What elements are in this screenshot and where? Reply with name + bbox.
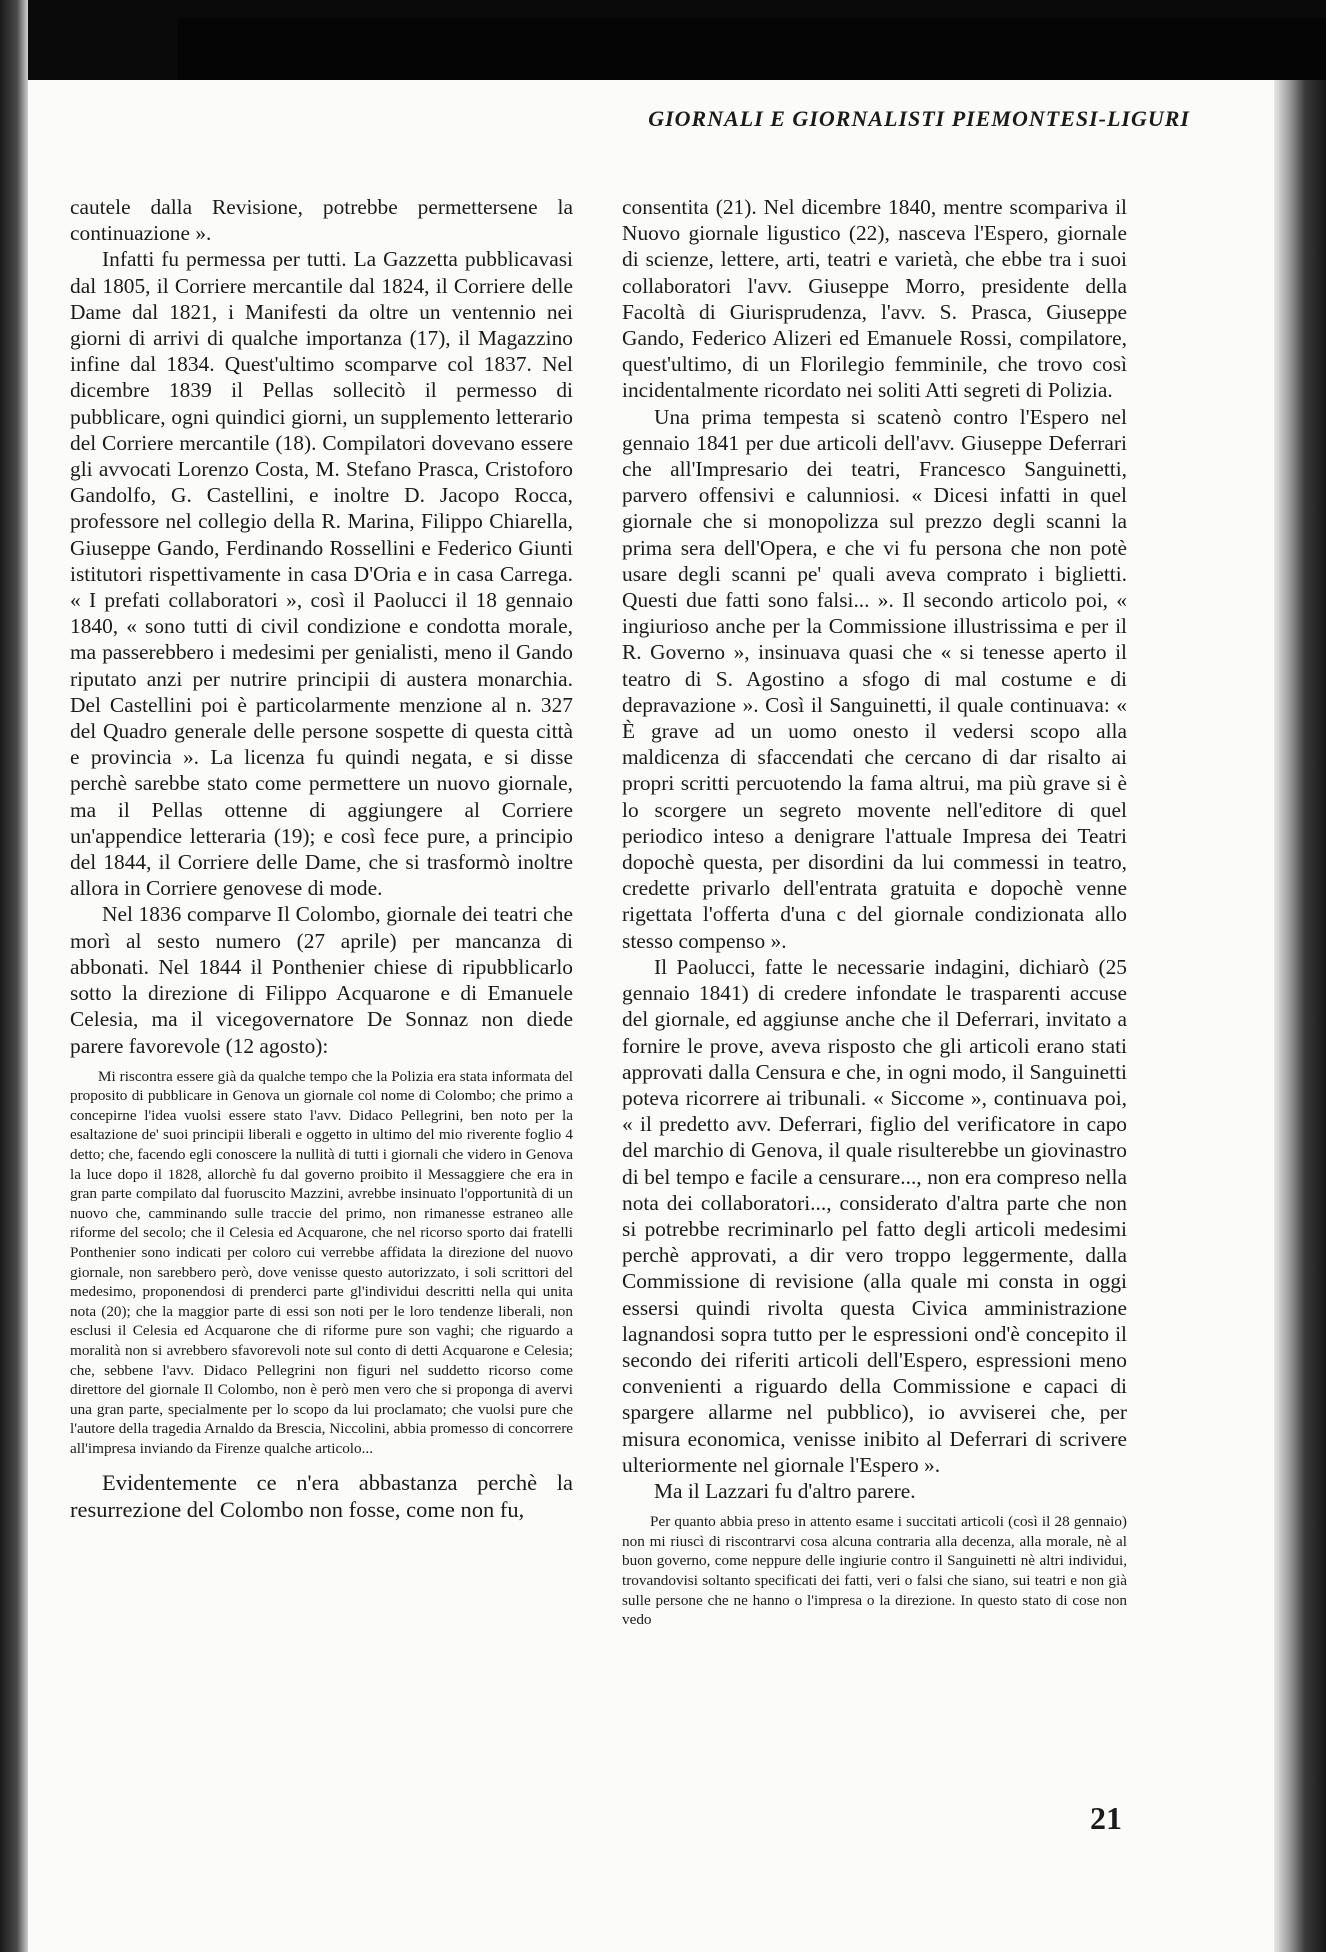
paragraph: Il Paolucci, fatte le necessarie indagini, dichiarò (25 gennaio 1841) di credere infondate le trasparenti accuse del giornale, ed aggiunse anche che il Deferrari, invitato a fornire le prove, aveva risposto che gli articoli erano stati approvati dalla Censura e che, in ogni modo, il Sanguinetti poteva ricorrere ai tribunali. « Siccome », continuava poi, « il predetto avv. Deferrari, figlio del verificatore in capo del marchio di Genova, il quale risulterebbe un giovinastro di bel tempo e facile a censurare..., non era compreso nella nota dei collaboratori..., considerato d'altra parte che non si potrebbe recriminarlo pel fatto degli articoli medesimi perchè approvati, a dir vero troppo leggermente, dalla Commissione di revisione (alla quale mi consta in oggi essersi quindi rivolta questa Civica amministrazione lagnandosi sopra tutto per le espressioni ond'è concepito il secondo dei riferiti articoli dell'Espero, espressioni meno convenienti a riguardo della Commissione e capaci di spargere allarme nel pubblico), io avviserei che, per misura economica, venisse inibito al Deferrari di scrivere ulteriormente nel giornale l'Espero ».: [622, 954, 1127, 1477]
right-column: [622, 194, 1127, 1640]
paragraph: cautele dalla Revisione, potrebbe permettersene la continuazione ».: [70, 195, 573, 246]
quote-text: Mi riscontra essere già da qualche tempo che la Polizia era stata informata del proposito di pubblicare in Genova un giornale col nome di Colombo; che primo a concepirne l'idea vuolsi essere stato l'avv. Didaco Pellegrini, ben noto per la esaltazione de' suoi principii liberali e oggetto in ultimo del mio riverente foglio 4 detto; che, facendo egli conoscere la nullità di tutti i giornali che videro in Genova la luce dopo il 1828, allorchè fu dal governo proibito il Messaggiere che era in gran parte compilato dal fuoruscito Mazzini, avrebbe insinuato l'opportunità di un nuovo che, camminando sulle traccie del primo, non rimanesse estraneo alle riforme del secolo; che il Celesia ed Acquarone, che nel ricorso sporto dai fratelli Ponthenier sono indicati per coloro cui verrebbe affidata la direzione del nuovo giornale, non sarebbero però, dove venisse questo autorizzato, i soli scrittori del medesimo, proponendosi di prenderci parte gl'individui descritti nella qui unita nota (20); che la maggior parte di essi son noti per le loro tendenze liberali, non esclusi il Celesia ed Acquarone che di riforme pure son vaghi; che riguardo a moralità non si avrebbero sfavorevoli note sul conto di detti Acquarone e Celesia; che, sebbene l'avv. Didaco Pellegrini non figuri nel suddetto ricorso come direttore del giornale Il Colombo, non è però men vero che si proponga di avervi una gran parte, specialmente per lo scopo da lui proclamato; che vuolsi pure che l'autore della tragedia Arnaldo da Brescia, Niccolini, abbia promesso di concorrere all'impresa inviando da Firenze qualche articolo...: [70, 1067, 573, 1457]
paragraph: Infatti fu permessa per tutti. La Gazzetta pubblicavasi dal 1805, il Corriere mercantile dal 1824, il Corriere delle Dame dal 1821, i Manifesti da oltre un ventennio nei giorni di arrivi di qualche importanza (17), il Magazzino infine dal 1834. Quest'ultimo scomparve col 1837. Nel dicembre 1839 il Pellas sollecitò il permesso di pubblicare, ogni quindici giorni, un supplemento letterario del Corriere mercantile (18). Compilatori dovevano essere gli avvocati Lorenzo Costa, M. Stefano Prasca, Cristoforo Gandolfo, G. Castellini, e inoltre D. Jacopo Rocca, professore nel collegio della R. Marina, Filippo Chiarella, Giuseppe Gando, Ferdinando Rossellini e Federico Giunti istitutori rispettivamente in casa D'Oria e in casa Carrega. « I prefati collaboratori », così il Paolucci il 18 gennaio 1840, « sono tutti di civil condizione e condotta morale, ma passerebbero i medesimi per genialisti, meno il Gando riputato anzi per nutrire principii di austera monarchia. Del Castellini poi è particolarmente menzione al n. 327 del Quadro generale delle persone sospette di questa città e provincia ». La licenza fu quindi negata, e si disse perchè sarebbe stato come permettere un nuovo giornale, ma il Pellas ottenne di aggiungere al Corriere un'appendice letteraria (19); e così fece pure, a principio del 1844, il Corriere delle Dame, che si trasformò inoltre allora in Corriere genovese di mode.: [70, 247, 573, 901]
left-column: [70, 194, 573, 1523]
paragraph: Una prima tempesta si scatenò contro l'Espero nel gennaio 1841 per due articoli dell'avv. Giuseppe Deferrari che all'Impresario dei teatri, Francesco Sanguinetti, parvero offensivi e calunniosi. « Dicesi infatti in quel giornale che si monopolizza sul prezzo degli scanni la prima sera dell'Opera, e che vi fu persona che non potè usare degli scanni pe' quali aveva comprato i biglietti. Questi due fatti sono falsi... ». Il secondo articolo poi, « ingiurioso anche per la Commissione illustrissima e per il R. Governo », insinuava quasi che « si tenesse aperto il teatro di S. Agostino a sfogo di mal costume e di depravazione ». Così il Sanguinetti, il quale continuava: « È grave ad un uomo onesto il vedersi scopo alla maldicenza di sfaccendati che cercano di dar risalto ai propri scritti percuotendo la fama altrui, ma più grave si è lo scorgere un segreto movente nell'editore di quel periodico inteso a denigrare l'attuale Impresa dei Teatri dopochè questa, per disordini da lui commessi in teatro, credette privarlo dell'entrata gratuita e dopochè venne rigettata l'offerta d'una c del giornale condizionata allo stesso compenso ».: [622, 404, 1127, 953]
block-quote: [70, 1067, 573, 1459]
block-quote: [622, 1512, 1127, 1630]
paragraph: Nel 1836 comparve Il Colombo, giornale dei teatri che morì al sesto numero (27 aprile) per mancanza di abbonati. Nel 1844 il Ponthenier chiese di ripubblicarlo sotto la direzione di Filippo Acquarone e di Emanuele Celesia, ma il vicegovernatore De Sonnaz non diede parere favorevole (12 agosto):: [70, 902, 573, 1058]
quote-text: Per quanto abbia preso in attento esame i succitati articoli (così il 28 gennaio) non mi riuscì di riscontrarvi cosa alcuna contraria alla decenza, alla morale, nè al buon governo, come neppure delle ingiurie contro il Sanguinetti nè altri individui, trovandovisi soltanto specificati dei fatti, veri o falsi che siano, sui teatri e non già sulle persone che ne hanno o l'impresa o la direzione. In questo stato di cose non vedo: [622, 1513, 1127, 1629]
left-dark-border: [0, 0, 28, 1952]
paragraph: Ma il Lazzari fu d'altro parere.: [654, 1478, 916, 1503]
paragraph: consentita (21). Nel dicembre 1840, mentre scompariva il Nuovo giornale ligustico (22), nasceva l'Espero, giornale di scienze, lettere, arti, teatri e varietà, che ebbe tra i suoi collaboratori l'avv. Giuseppe Morro, presidente della Facoltà di Giurisprudenza, l'avv. S. Prasca, Giuseppe Gando, Federico Alizeri ed Emanuele Rossi, compilatore, quest'ultimo, di un Florilegio femminile, che trovo così incidentalmente ricordato nei soliti Atti segreti di Polizia.: [622, 195, 1127, 403]
paragraph-text: Evidentemente ce n'era abbastanza perchè la resurrezione del Colombo non fosse, come non fu,: [70, 1469, 573, 1522]
top-dark-border: [0, 0, 1326, 80]
running-title: GIORNALI E GIORNALISTI PIEMONTESI-LIGURI: [648, 106, 1190, 131]
page-number: 21: [1090, 1800, 1122, 1836]
right-binding-edge: [1274, 80, 1326, 1952]
paragraph: [70, 1469, 573, 1523]
